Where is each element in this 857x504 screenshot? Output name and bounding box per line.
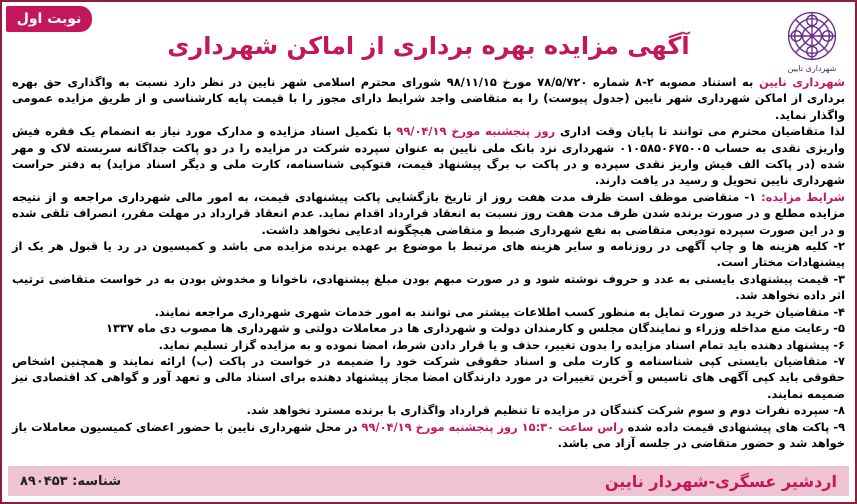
condition-4: ۴- متقاضیان خرید در صورت تمایل به منظور کسب اطلاعات بیشتر می توانند به امور خدمات شهری شهرداری مراجعه نمایند. [154,304,845,319]
condition-8: ۸- سپرده نفرات دوم و سوم شرکت کنندگان در مزایده تا تنظیم قرارداد واگذاری با برنده مسترد نخواهد شد. [246,403,845,418]
submission-paragraph [12,123,845,189]
condition-9-text-b: در محل شهرداری نایین با حضور اعضای کمیسیون معاملات باز خواهد شد و حضور متقاضی در جلسه آزاد می باشد. [12,419,845,450]
condition-7: ۷- متقاضیان بایستی کپی شناسنامه و کارت ملی و اسناد حقوقی شرکت خود را ضمیمه در خواست در پاکت (ب) ارائه نمایند و همچنین اشخاص حقوقی باید کپی آگهی های تاسیس و آخرین تغییرات در مورد دارندگان امضا مجاز پیشنهاد دهنده برای اسناد مالی و تعهد آور و گواهی کد اقتصادی نیز ضمیمه نمایند. [12,353,845,401]
notice-body [12,74,845,451]
submission-text-a: لذا متقاضیان محترم می توانند تا پایان وقت اداری [555,124,845,139]
condition-3: ۳- قیمت پیشنهادی بایستی به عدد و حروف نوشته شود و در صورت مبهم بودن مبلغ پیشنهادی، ناخوانا و مخدوش بودن به در خواست متقاضی ترتیب اثر داده نخواهد شد. [12,271,845,303]
condition-9 [12,419,845,452]
condition-2: ۲- کلیه هزینه ها و چاپ آگهی در روزنامه و سایر هزینه های مرتبط با موضوع بر عهده برنده مزایده می باشد و کمیسیون در رد یا قبول هر یک از پیشنهادات مختار است. [12,239,845,270]
notice-title: آگهی مزایده بهره برداری از اماکن شهرداری [167,32,690,60]
notice-id: شناسه: ۸۹۰۴۵۳ [20,473,121,489]
condition-6: ۶- پیشنهاد دهنده باید تمام اسناد مزایده را بدون تغییر، حذف و یا قرار دادن شرط، امضا نموده و به مزایده گزار تسلیم نماید. [158,337,845,352]
mayor-signature: اردشیر عسگری-شهردار نایین [604,471,837,491]
conditions-label: شرایط مزایده: [761,189,846,204]
intro-highlight: شهرداری نایین [758,75,845,89]
logo-caption: شهرداری نایین [787,64,837,73]
condition-1-text: ۱- متقاضی موظف است ظرف مدت هفت روز از تاریخ بازگشایی پاکت پیشنهادی قیمت، به امور مالی شهرداری مراجعه و از نتیجه مزایده مطلع و در صورت برنده شدن ظرف مدت هفت روز نسبت به انعقاد قرارداد اقدام نماید. عدم انعقاد قرارداد در مهلت مقرر، انصراف تلقی شده و در این صورت سپرده تودیعی متقاضی به نفع شهرداری ضبط و متقاضی هیچگونه ادعایی نخواهد داشت. [12,189,845,237]
intro-paragraph [12,74,845,123]
municipality-logo [779,10,845,76]
round-badge: نوبت اول [6,6,92,32]
condition-1 [12,189,845,238]
submission-text-b: با تکمیل اسناد مزایده و مدارک مورد نیاز به انضمام یک فقره فیش واریزی نقدی به حساب ۰۱۰۵۸۵۰۶۷۵۰۰۵ شهرداری نزد بانک ملی نایین به عنوان سپرده شرکت در مزایده را در دو پاکت جداگانه سربسته لاک و مهر شده (در پاکت الف فیش واریز نقدی سپرده و در پاکت ب برگ پیشنهاد قیمت، فتوکپی شناسنامه، کارت ملی و دیگر اسناد مزاید) به دفتر حراست شهرداری نایین تحویل و رسید در یافت دارند. [12,124,845,188]
emblem-icon [786,10,838,62]
notice-footer [8,466,849,496]
intro-text: به استناد مصوبه ۲-۸ شماره ۷۸/۵/۷۲۰ مورخ ۹۸/۱۱/۱۵ شورای محترم اسلامی شهر نایین در نظر دارد نسبت به واگذاری حق بهره برداری از اماکن شهرداری شهر نایین (جدول پیوست) را به متقاضی واجد شرایط دارای مجوز را با قیمت پایه کارشناسی و از طریق مزایده عمومی واگذار نماید. [12,75,845,122]
condition-5: ۵- رعایت منع مداخله وزراء و نمایندگان مجلس و کارمندان دولت و شهرداری ها در معاملات دولتی و شهرداری ها مصوب دی ماه ۱۳۳۷ [106,321,845,336]
opening-time-highlight: راس ساعت ۱۵:۳۰ روز پنجشنبه مورخ ۹۹/۰۴/۱۹ [361,419,624,434]
deadline-highlight: روز پنجشنبه مورخ ۹۹/۰۴/۱۹ [396,124,556,139]
condition-9-text-a: ۹- پاکت های پیشنهادی قیمت داده شده [623,419,846,434]
